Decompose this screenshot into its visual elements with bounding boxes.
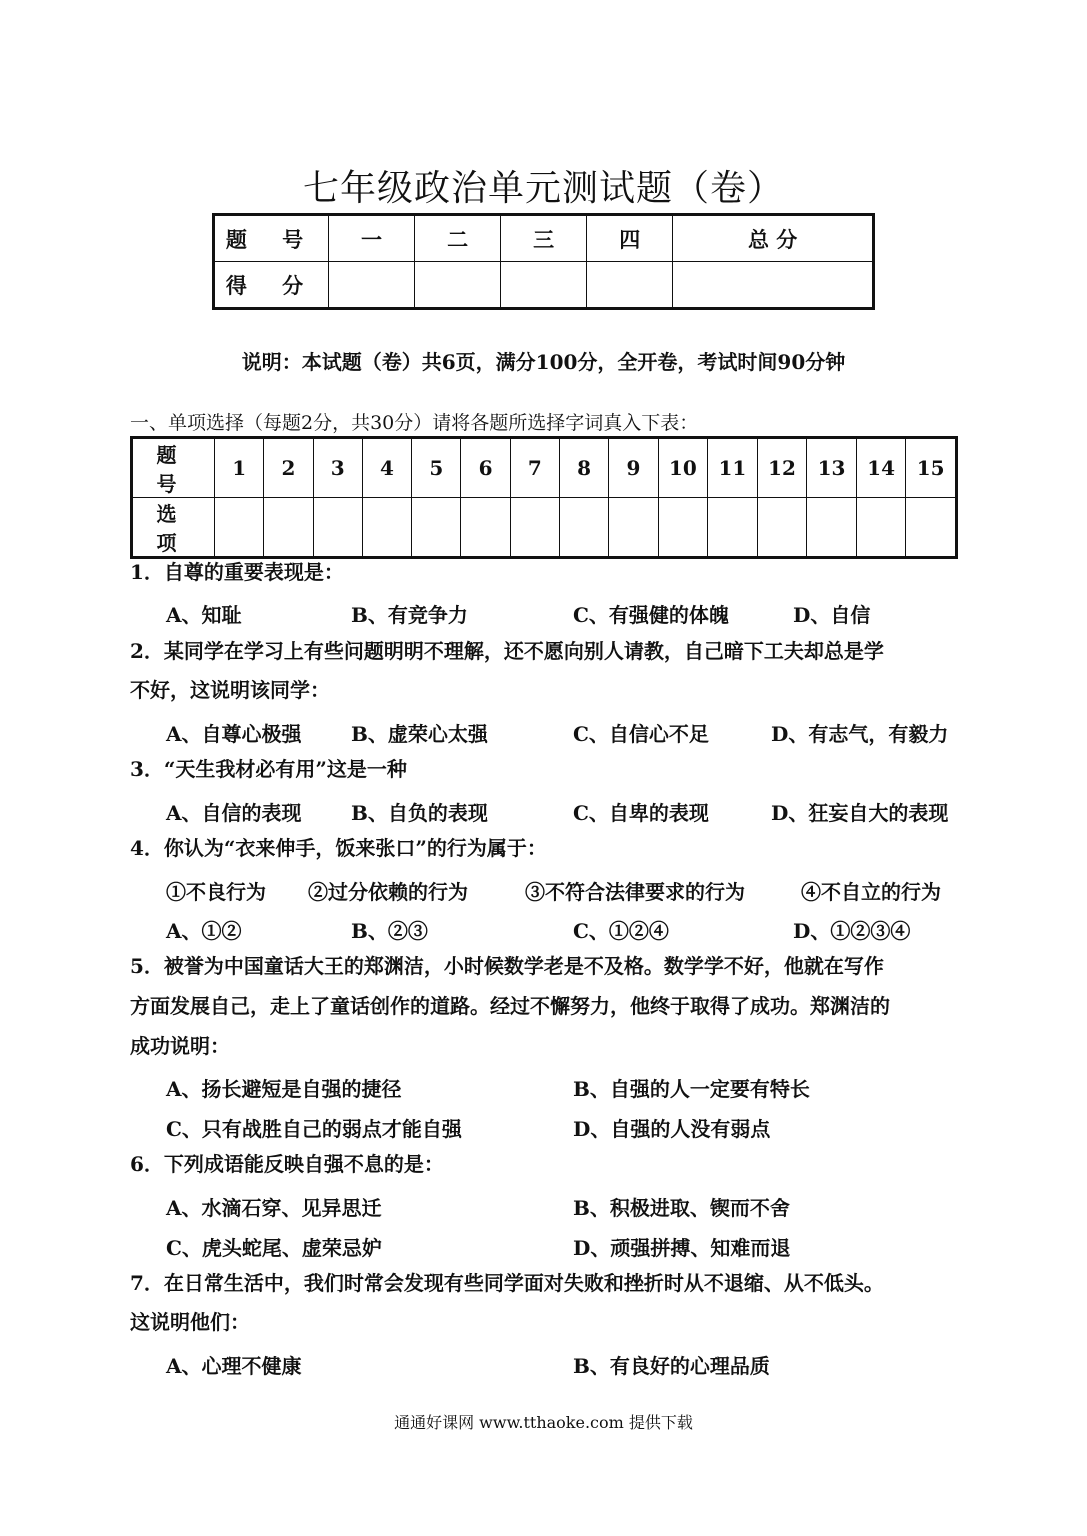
answer-cell[interactable]: [906, 498, 957, 558]
table-row: [214, 262, 874, 309]
table-row: [132, 438, 957, 498]
score-cell[interactable]: [587, 262, 673, 309]
question-text: 2．某同学在学习上有些问题明明不理解，还不愿向别人请教，自己暗下工夫却总是学: [130, 639, 884, 663]
table-cell: 13: [807, 438, 857, 498]
table-cell: 15: [906, 438, 957, 498]
question-text: 5．被誉为中国童话大王的郑渊洁，小时候数学老是不及格。数学学不好，他就在写作: [130, 954, 884, 978]
answer-option: C、虎头蛇尾、虚荣忌妒: [166, 1236, 382, 1260]
page-title: 七年级政治单元测试题（卷）: [302, 168, 784, 209]
question-text: 1．自尊的重要表现是：: [130, 560, 344, 584]
table-cell: 题 号: [132, 438, 215, 498]
score-cell[interactable]: [673, 262, 874, 309]
table-cell: 11: [708, 438, 758, 498]
answer-option: D、顽强拼搏、知难而退: [573, 1236, 791, 1260]
question-text: 这说明他们：: [130, 1310, 250, 1334]
question-text: 6．下列成语能反映自强不息的是：: [130, 1152, 444, 1176]
answer-option: A、自信的表现: [166, 801, 302, 825]
answer-option: D、自信: [793, 603, 871, 627]
table-cell: 7: [510, 438, 559, 498]
table-cell: 2: [264, 438, 313, 498]
answer-cell[interactable]: [461, 498, 510, 558]
statement-item: ②过分依赖的行为: [308, 880, 468, 904]
table-cell: 14: [856, 438, 906, 498]
answer-cell[interactable]: [510, 498, 559, 558]
table-row: [132, 498, 957, 558]
answer-cell[interactable]: [708, 498, 758, 558]
answer-option: B、②③: [351, 919, 428, 943]
answer-option: B、自强的人一定要有特长: [573, 1077, 810, 1101]
answer-option: A、知耻: [166, 603, 242, 627]
answer-option: A、扬长避短是自强的捷径: [166, 1077, 402, 1101]
table-cell: 4: [362, 438, 411, 498]
statement-item: ④不自立的行为: [801, 880, 941, 904]
table-cell: 3: [313, 438, 362, 498]
table-cell: 题 号: [214, 215, 329, 262]
table-cell: 9: [609, 438, 658, 498]
answer-option: B、虚荣心太强: [351, 722, 488, 746]
table-cell: 选 项: [132, 498, 215, 558]
answer-option: B、有良好的心理品质: [573, 1354, 770, 1378]
table-cell: 三: [501, 215, 587, 262]
score-cell[interactable]: [415, 262, 501, 309]
answer-option: C、自卑的表现: [573, 801, 709, 825]
table-cell: 1: [215, 438, 264, 498]
answer-option: B、自负的表现: [351, 801, 488, 825]
question-text: 不好，这说明该同学：: [130, 678, 330, 702]
answer-option: C、①②④: [573, 919, 669, 943]
table-cell: 二: [415, 215, 501, 262]
answer-option: D、狂妄自大的表现: [771, 801, 949, 825]
answer-cell[interactable]: [559, 498, 608, 558]
exam-note: 说明：本试题（卷）共6页，满分100分，全开卷，考试时间90分钟: [241, 350, 846, 374]
answer-option: C、有强健的体魄: [573, 603, 729, 627]
answer-cell[interactable]: [215, 498, 264, 558]
score-cell[interactable]: [329, 262, 415, 309]
answer-option: A、水滴石穿、见异思迁: [166, 1196, 382, 1220]
answer-option: A、自尊心极强: [166, 722, 302, 746]
answer-cell[interactable]: [757, 498, 807, 558]
answer-cell[interactable]: [362, 498, 411, 558]
answer-cell[interactable]: [609, 498, 658, 558]
question-text: 7．在日常生活中，我们时常会发现有些同学面对失败和挫折时从不退缩、从不低头。: [130, 1271, 884, 1295]
answer-cell[interactable]: [313, 498, 362, 558]
table-cell: 四: [587, 215, 673, 262]
table-cell: 6: [461, 438, 510, 498]
section-heading: 一、单项选择（每题2分，共30分）请将各题所选择字词真入下表：: [130, 412, 699, 434]
table-cell: 一: [329, 215, 415, 262]
answer-option: D、有志气，有毅力: [771, 722, 949, 746]
table-row: [214, 215, 874, 262]
statement-item: ③不符合法律要求的行为: [525, 880, 745, 904]
score-cell[interactable]: [501, 262, 587, 309]
score-table: [212, 213, 875, 310]
answer-cell[interactable]: [856, 498, 906, 558]
statement-item: ①不良行为: [166, 880, 266, 904]
answer-cell[interactable]: [807, 498, 857, 558]
answer-cell[interactable]: [412, 498, 461, 558]
table-cell: 10: [658, 438, 708, 498]
table-cell: 得 分: [214, 262, 329, 309]
answer-option: C、只有战胜自己的弱点才能自强: [166, 1117, 462, 1141]
table-cell: 总 分: [673, 215, 874, 262]
answer-option: C、自信心不足: [573, 722, 709, 746]
answer-cell[interactable]: [264, 498, 313, 558]
answer-table: [130, 436, 958, 559]
question-text: 成功说明：: [130, 1034, 230, 1058]
page-footer: 通通好课网 www.tthaoke.com 提供下载: [394, 1413, 693, 1432]
answer-cell[interactable]: [658, 498, 708, 558]
table-cell: 12: [757, 438, 807, 498]
answer-option: B、有竞争力: [351, 603, 468, 627]
table-cell: 8: [559, 438, 608, 498]
question-text: 3．“天生我材必有用”这是一种: [130, 757, 407, 781]
answer-option: A、心理不健康: [166, 1354, 302, 1378]
answer-option: B、积极进取、锲而不舍: [573, 1196, 790, 1220]
question-text: 方面发展自己，走上了童话创作的道路。经过不懈努力，他终于取得了成功。郑渊洁的: [130, 994, 890, 1018]
answer-option: A、①②: [166, 919, 242, 943]
table-cell: 5: [412, 438, 461, 498]
answer-option: D、自强的人没有弱点: [573, 1117, 771, 1141]
question-text: 4．你认为“衣来伸手，饭来张口”的行为属于：: [130, 836, 547, 860]
answer-option: D、①②③④: [793, 919, 911, 943]
